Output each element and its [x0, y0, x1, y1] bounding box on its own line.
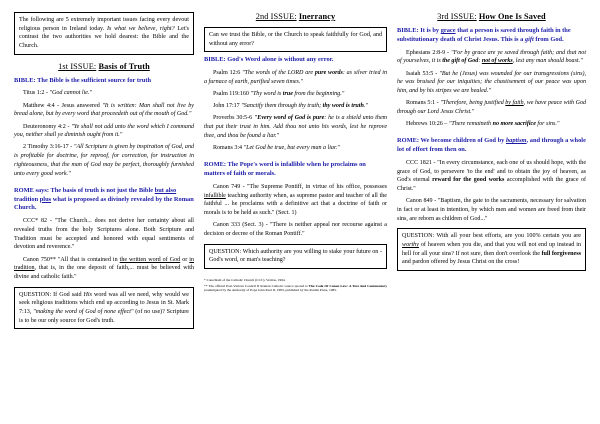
- issue-3-question-box: QUESTION: With all your best efforts, are you 100% certain you are worthy of heaven when you die, and that you will not end up instead in hell for all your sins? If not sure, then don't overlook the full forgiveness and pardon offered by Jesus Christ on the cross!: [397, 228, 586, 271]
- issue-3-bible-heading: BIBLE: It is by grace that a person is saved through faith in the substitutionary death of Christ Jesus. This is a gift from God.: [397, 27, 571, 43]
- issue-1-rome-heading: ROME says: The basis of truth is not just the Bible but also tradition plus what is proposed as divinely revealed by the Roman Church.: [14, 186, 194, 212]
- verse-hebrews-10-26: Hebrews 10:26 – "There remaineth no more sacrifice for sins.": [406, 121, 560, 128]
- issue-1-title: [14, 62, 194, 71]
- verse-titus-1-2: Titus 1:2 - "God cannot lie.": [23, 90, 93, 97]
- column-issue-1: [14, 12, 194, 418]
- issue-2-number: 2nd ISSUE:: [255, 12, 297, 21]
- issue-3-title: [397, 12, 586, 21]
- verse-psalm-12-6: Psalm 12:6 "The words of the LORD are pure words: as silver tried in a furnace of earth, purified seven times.": [204, 70, 387, 85]
- verse-proverbs-30-5: Proverbs 30:5-6 "Every word of God is pure: he is a shield unto them that put their trust in him. Add thou not unto his words, lest he reprove thee, and thou be found a liar.": [204, 115, 387, 139]
- verse-isaiah-53-5: Isaiah 53:5 - "But he (Jesus) was wounded for our transgressions (sins), he was bruised for our iniquities; the chastisement of our peace was upon him, and by his stripes we are healed.": [397, 70, 586, 94]
- issue-2-name: Inerrancy: [298, 12, 336, 21]
- quote-ccc-1821: CCC 1821 - "In every circumstance, each one of us should hope, with the grace of God, to persevere 'to the end' and to obtain the joy of heaven, as God's eternal reward for the good works accomplished with the grace of Christ.": [397, 159, 586, 193]
- intro-box: [14, 12, 194, 55]
- footnote-2: ** The official Post-Vatican Council II Roman Catholic source quoted is The Code Of Canon Law: A Text And Commentary promulgated by the Authority of Pope John Paul II, 1983, published by the Paulist Press, 1985.: [204, 283, 387, 293]
- issue-1-question-box: QUESTION: If God said His word was all we need, why would we seek religious traditions which end up according to Jesus in St. Mark 7:13, "making the word of God of none effect" (of no use)? Scripture is to be our only source for God's truth.: [14, 287, 194, 330]
- quote-ccc-82: CCC* 82 - "The Church... does not derive her certainty about all revealed truths from the holy Scriptures alone. Both Scripture and Tradition must be accepted and honored with equal sentiments of devotion and reverence.": [14, 218, 194, 251]
- verse-matthew-4-4: Matthew 4:4 - Jesus answered "It is written: Man shall not live by bread alone, but by every word that proceedeth out of the mouth of God.": [14, 102, 194, 118]
- issue-3-number: 3rd ISSUE:: [437, 12, 477, 21]
- issue-2-rome-heading: ROME: The Pope's word is infallible when he proclaims on matters of faith or morals.: [204, 161, 366, 178]
- issue-3-rome-heading: ROME: We become children of God by baptism, and through a whole lot of effort from then on.: [397, 137, 586, 154]
- issue-2-lead-box: Can we trust the Bible, or the Church to speak faithfully for God, and without any error?: [204, 27, 387, 52]
- verse-psalm-119-160: Psalm 119:160 "Thy word is true from the beginning.": [213, 91, 345, 98]
- issue-2-question-box: QUESTION: Which authority are you willing to stake your future on - God's word, or man's teaching?: [204, 244, 387, 269]
- verse-romans-5-1: Romans 5:1 - "Therefore, being justified by faith, we have peace with God through our Lord Jesus Christ.": [397, 100, 586, 115]
- issue-3-name: How One Is Saved: [478, 12, 546, 21]
- quote-canon-749: Canon 749 - "The Supreme Pontiff, in virtue of his office, possesses infallible teaching authority when, as supreme pastor and teacher of all the faithful ... he proclaims with a definitive act that a doctrine of faith or morals is to be held as such." (Sect. 1): [204, 183, 387, 216]
- verse-deuteronomy-4-2: Deuteronomy 4:2 - "Ye shall not add unto the word which I command you, neither shall ye diminish ought from it.": [14, 123, 194, 139]
- issue-1-name: Basis of Truth: [98, 61, 150, 71]
- verse-ephesians-2-8: Ephesians 2:8-9 - "For by grace are ye saved through faith; and that not of yourselves, it is the gift of God: not of works, lest any man should boast.": [397, 49, 586, 65]
- issue-1-bible-heading: BIBLE: The Bible is the sufficient source for truth: [14, 76, 152, 84]
- verse-2-timothy-3-16: 2 Timothy 3:16-17 - "All Scripture is given by inspiration of God, and is profitable for doctrine, for reproof, for correction, for instruction in righteousness, that the man of God may be perfect, thoroughly furnished unto every good work.": [14, 144, 194, 177]
- issue-1-number: 1st ISSUE:: [58, 61, 97, 71]
- column-issue-3: [397, 12, 586, 418]
- verse-romans-3-4: Romans 3:4 "Let God be true, but every man a liar.": [213, 145, 340, 152]
- issue-2-bible-heading: BIBLE: God's Word alone is without any error.: [204, 56, 334, 64]
- footnote-1: * Catechism of the Catholic Church (CCC), Veritas, 1994.: [204, 277, 286, 282]
- issue-2-title: [204, 12, 387, 21]
- quote-canon-750: Canon 750** "All that is contained in the written word of God or in tradition, that is, in the one deposit of faith,... must be believed with divine and catholic faith.": [14, 256, 194, 280]
- footnotes: [204, 278, 387, 293]
- verse-john-17-17: John 17:17 "Sanctify them through thy truth; thy word is truth.": [213, 103, 368, 110]
- intro-text: The following are 5 extremely important issues facing every devout religious person in Ireland today. Is what we believe, right? Let's contrast the two authorities we hold dearest: the Bible and the Church.: [19, 17, 189, 49]
- quote-canon-333: Canon 333 (Sect. 3) - "There is neither appeal nor recourse against a decision or decree of the Roman Pontiff.": [204, 222, 387, 237]
- quote-canon-849: Canon 849 - "Baptism, the gate to the sacraments, necessary for salvation in fact or at least in intention, by which men and women are freed from their sins, are reborn as children of God...": [397, 198, 586, 222]
- column-issue-2: [204, 12, 387, 418]
